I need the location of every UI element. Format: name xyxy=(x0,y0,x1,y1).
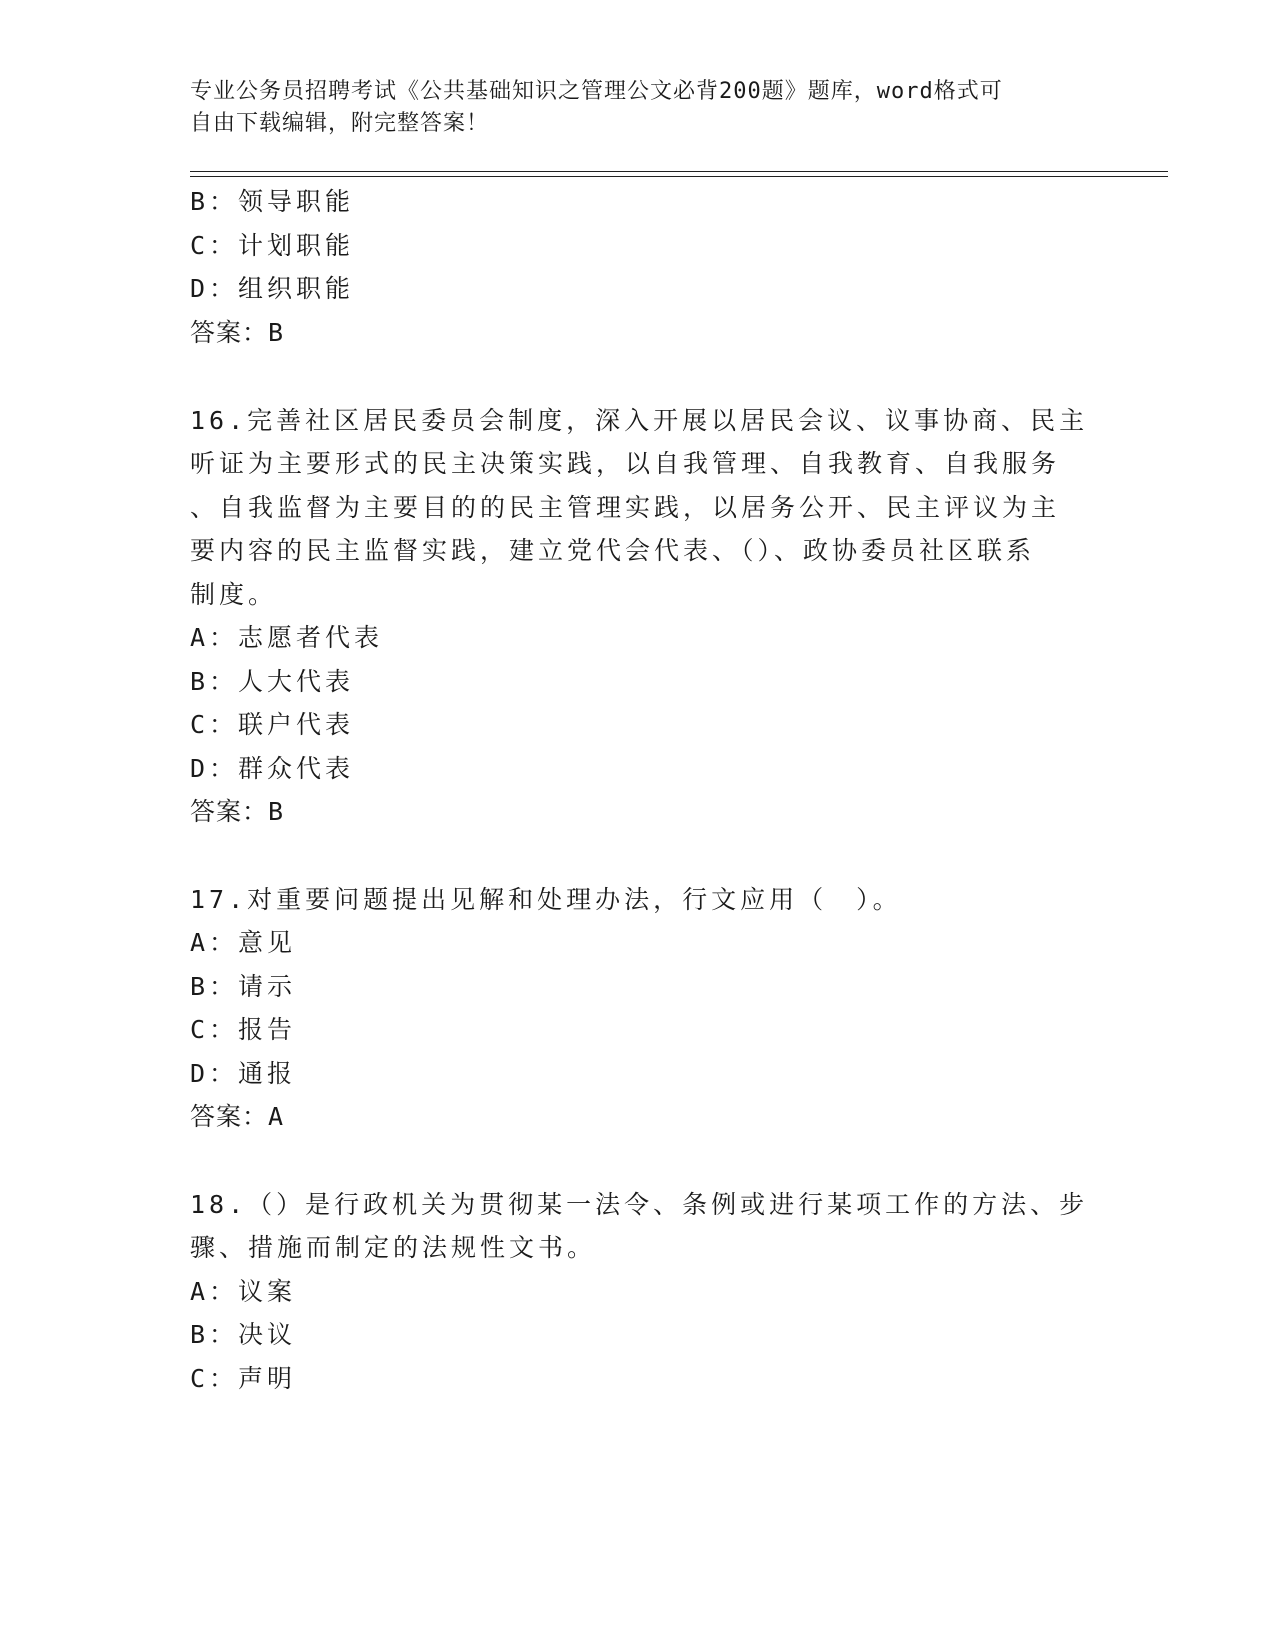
q15-option-b: B：领导职能 xyxy=(190,187,355,216)
q15-option-d: D：组织职能 xyxy=(190,274,355,303)
q15-answer: 答案：B xyxy=(190,318,285,347)
q18-option-c: C：声明 xyxy=(190,1364,297,1393)
q16-option-b: B：人大代表 xyxy=(190,667,355,696)
q16-option-a: A：志愿者代表 xyxy=(190,623,384,652)
q18-option-b: B：决议 xyxy=(190,1320,297,1349)
header-rule-bottom xyxy=(190,176,1168,177)
q17-option-a: A：意见 xyxy=(190,928,297,957)
q18-option-a: A：议案 xyxy=(190,1277,297,1306)
q17-text-line-1: 17.对重要问题提出见解和处理办法，行文应用（ ）。 xyxy=(190,885,902,914)
q17-option-d: D：通报 xyxy=(190,1059,297,1088)
q17-option-b: B：请示 xyxy=(190,972,297,1001)
q17-option-c: C：报告 xyxy=(190,1015,297,1044)
q16-answer: 答案：B xyxy=(190,797,285,826)
q16-text-line-5: 制度。 xyxy=(190,580,278,609)
q18-text-line-2: 骤、措施而制定的法规性文书。 xyxy=(190,1233,597,1262)
header-line-2: 自由下载编辑，附完整答案！ xyxy=(190,111,490,136)
q16-option-d: D：群众代表 xyxy=(190,754,355,783)
header-rule-top xyxy=(190,171,1168,172)
q16-text-line-3: 、自我监督为主要目的的民主管理实践，以居务公开、民主评议为主 xyxy=(190,493,1061,522)
q16-text-line-2: 听证为主要形式的民主决策实践，以自我管理、自我教育、自我服务 xyxy=(190,449,1061,478)
document-header xyxy=(190,76,1090,140)
q16-text-line-4: 要内容的民主监督实践，建立党代会代表、（）、政协委员社区联系 xyxy=(190,536,1036,565)
q15-option-c: C：计划职能 xyxy=(190,231,355,260)
q16-text-line-1: 16.完善社区居民委员会制度，深入开展以居民会议、议事协商、民主 xyxy=(190,406,1089,435)
q16-option-c: C：联户代表 xyxy=(190,710,355,739)
header-line-1: 专业公务员招聘考试《公共基础知识之管理公文必背200题》题库，word格式可 xyxy=(190,79,1003,104)
q18-text-line-1: 18.（）是行政机关为贯彻某一法令、条例或进行某项工作的方法、步 xyxy=(190,1190,1089,1219)
q17-answer: 答案：A xyxy=(190,1102,285,1131)
